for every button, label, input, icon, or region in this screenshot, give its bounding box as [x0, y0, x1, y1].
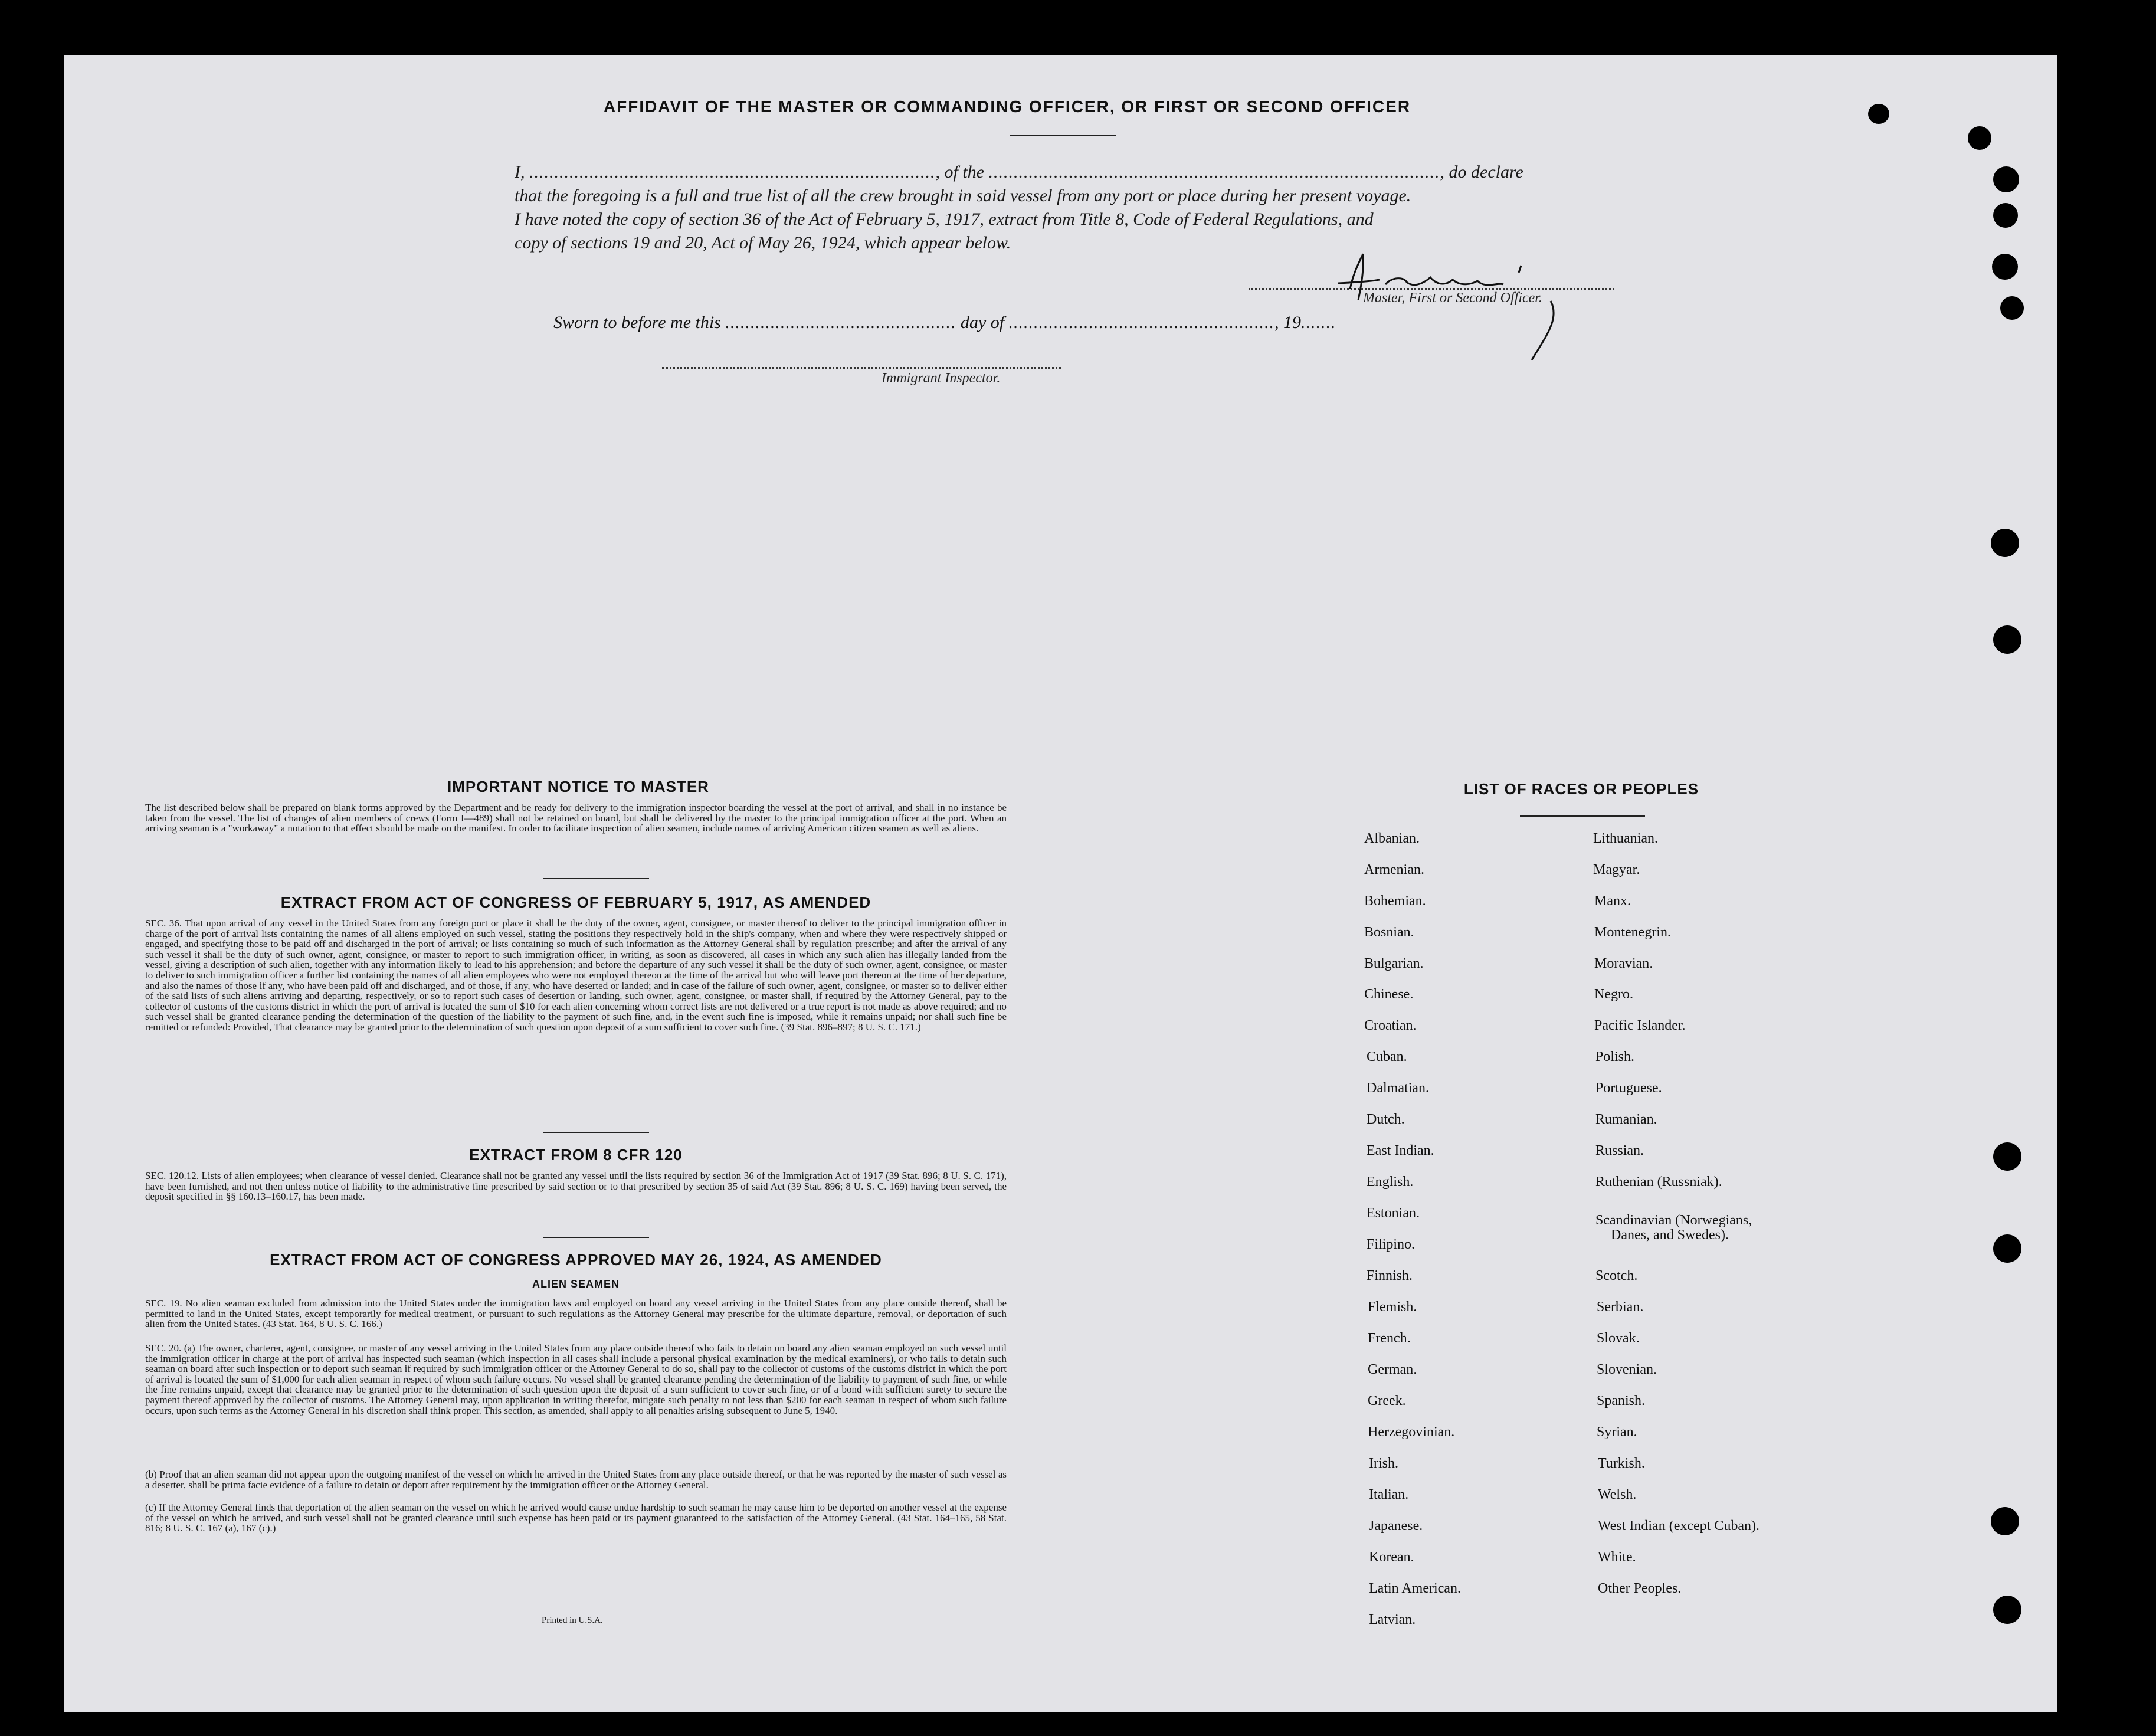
punch-hole	[1993, 166, 2019, 192]
race-item: White.	[1598, 1550, 1636, 1565]
punch-hole	[1991, 1507, 2019, 1535]
extract-cfr-title: EXTRACT FROM 8 CFR 120	[469, 1146, 683, 1164]
race-item: Manx.	[1594, 893, 1631, 909]
race-item: Cuban.	[1367, 1049, 1407, 1064]
race-item: Rumanian.	[1595, 1112, 1657, 1127]
affidavit-body	[515, 161, 1613, 255]
declaration-do-declare: , do declare	[1440, 162, 1523, 182]
race-item: Croatian.	[1364, 1018, 1417, 1033]
day-of-label: day of	[960, 313, 1005, 332]
punch-hole	[1992, 254, 2018, 280]
form-page	[64, 55, 2057, 1712]
declaration-line-4: copy of sections 19 and 20, Act of May 26, 1924, which appear below.	[515, 233, 1011, 253]
race-item: Magyar.	[1593, 862, 1640, 877]
affidavit-title: AFFIDAVIT OF THE MASTER OR COMMANDING OFFICER, OR FIRST OR SECOND OFFICER	[603, 97, 1411, 116]
race-item: Albanian.	[1364, 831, 1420, 846]
race-item: Irish.	[1369, 1456, 1398, 1471]
race-item: Ruthenian (Russniak).	[1595, 1174, 1722, 1190]
declaration-i: I,	[515, 162, 525, 182]
race-item: Other Peoples.	[1598, 1581, 1682, 1596]
month-blank[interactable]: .....................................................	[1008, 313, 1275, 332]
race-item: Flemish.	[1368, 1299, 1417, 1315]
race-item: Bosnian.	[1364, 925, 1414, 940]
race-item: Negro.	[1594, 987, 1633, 1002]
race-item: Scandinavian (Norwegians,	[1595, 1213, 1752, 1228]
race-item: Russian.	[1595, 1143, 1644, 1158]
punch-hole	[1993, 203, 2018, 228]
punch-hole	[1993, 1234, 2021, 1263]
race-item: Finnish.	[1367, 1268, 1413, 1283]
sworn-line	[553, 313, 1336, 333]
race-item: Chinese.	[1364, 987, 1414, 1002]
extract-cfr-rule	[543, 1237, 649, 1238]
race-item: Slovak.	[1597, 1331, 1640, 1346]
declaration-line	[515, 161, 1613, 184]
declaration-line-2: that the foregoing is a full and true list of all the crew brought in said vessel from any port or place during her present voyage.	[515, 186, 1411, 205]
notice-text: The list described below shall be prepared on blank forms approved by the Department and be ready for delivery to the immigration inspector boarding the vessel at the port of arrival, and shall in no instance be taken from the vessel. The list of changes of alien members of crews (Form I—489) shall not be retained on board, but shall be delivered by the master to the principal immigration officer at the port. When an arriving seaman is a "workaway" a notation to that effect should be made on the manifest. In order to facilitate inspection of alien seamen, include names of arriving American citizen seamen as well as aliens.	[145, 802, 1007, 834]
race-item: East Indian.	[1367, 1143, 1434, 1158]
punch-hole	[2000, 296, 2024, 320]
extract-1924-sec20c: (c) If the Attorney General finds that deportation of the alien seaman on the vessel on which he arrived would cause undue hardship to such seaman he may cause him to be deported on another vessel at the expense of the vessel on which he arrived, and such vessel shall not be granted clearance until such expense has been paid or its payment guaranteed to the satisfaction of the Attorney General. (43 Stat. 164–165, 58 Stat. 816; 8 U. S. C. 167 (a), 167 (c).)	[145, 1502, 1007, 1534]
year-blank[interactable]: .......	[1301, 313, 1336, 332]
extract-1924-sec19: SEC. 19. No alien seaman excluded from admission into the United States under the immigration laws and employed on board any vessel arriving in the United States from any place outside thereof, shall be permitted to land in the United States, except temporarily for medical treatment, or pursuant to such regulations as the Attorney General may prescribe for the ultimate departure, removal, or deportation of such alien from the United States. (43 Stat. 164, 8 U. S. C. 166.)	[145, 1298, 1007, 1330]
extract-1917-rule	[543, 1132, 649, 1133]
notice-title: IMPORTANT NOTICE TO MASTER	[447, 778, 709, 795]
printed-in-usa: Printed in U.S.A.	[542, 1616, 603, 1625]
extract-1924-sec20b: (b) Proof that an alien seaman did not appear upon the outgoing manifest of the vessel on which he arrived in the United States from any place outside thereof, or that he was reported by the master of such vessel as a deserter, shall be prima facie evidence of a failure to detain or deport after requirement by the immigration officer or the Attorney General.	[145, 1469, 1007, 1491]
race-item: Pacific Islander.	[1594, 1018, 1686, 1033]
master-label: Master, First or Second Officer.	[1363, 290, 1542, 306]
race-item: Korean.	[1369, 1550, 1414, 1565]
race-item: Armenian.	[1364, 862, 1424, 877]
sworn-label: Sworn to before me this	[553, 313, 721, 332]
race-item: West Indian (except Cuban).	[1598, 1518, 1759, 1534]
year-label: , 19	[1274, 313, 1302, 332]
name-blank[interactable]: .................................................................................	[529, 162, 936, 182]
race-item: Japanese.	[1369, 1518, 1423, 1534]
race-item: Italian.	[1369, 1487, 1409, 1502]
race-item: Polish.	[1595, 1049, 1635, 1064]
race-item: Bulgarian.	[1364, 956, 1424, 971]
vessel-blank[interactable]: ..........................................................................................	[988, 162, 1440, 182]
race-item: Latin American.	[1369, 1581, 1461, 1596]
race-item: Dutch.	[1367, 1112, 1405, 1127]
race-item: Serbian.	[1597, 1299, 1644, 1315]
race-item: Filipino.	[1367, 1237, 1416, 1252]
race-item: Turkish.	[1598, 1456, 1645, 1471]
race-item: Slovenian.	[1597, 1362, 1657, 1377]
declaration-line-3: I have noted the copy of section 36 of the Act of February 5, 1917, extract from Title 8, Code of Federal Regulations, and	[515, 209, 1374, 229]
race-item: Lithuanian.	[1593, 831, 1658, 846]
punch-hole	[1991, 529, 2019, 557]
race-item: Greek.	[1368, 1393, 1406, 1409]
inspector-label: Immigrant Inspector.	[882, 371, 1001, 386]
race-item: Danes, and Swedes).	[1611, 1227, 1729, 1243]
race-item: Latvian.	[1369, 1612, 1416, 1627]
race-item: French.	[1368, 1331, 1411, 1346]
extract-1924-subtitle: ALIEN SEAMEN	[532, 1278, 620, 1290]
race-item: English.	[1367, 1174, 1414, 1190]
extract-1917-text: SEC. 36. That upon arrival of any vessel in the United States from any foreign port or place it shall be the duty of the owner, agent, consignee, or master thereof to deliver to the principal immigration officer in charge of the port of arrival lists containing the names of all aliens employed on such vessel, stating the positions they respectively hold in the ship's company, when and where they were respectively shipped or engaged, and specifying those to be paid off and discharged in the port of arrival; or lists containing so much of such information as the Attorney General shall by regulation prescribe; and after the arrival of any such vessel it shall be the duty of such owner, agent, consignee, or master to report to such immigration officer, in writing, as soon as discovered, all cases in which any such alien has illegally landed from the vessel, giving a description of such alien, together with any information likely to lead to his apprehension; and before the departure of any such vessel it shall be the duty of such owner, agent, consignee, or master to deliver to such immigration officer a further list containing the names of all alien employees who were not employed thereon at the time of the arrival but who will leave port thereon at the time of her departure, and also the names of those if any, who have been paid off and discharged, and of those, if any, who have deserted or landed; and in case of the failure of such owner, agent, consignee, or master so to deliver either of the said lists of such aliens arriving and departing, respectively, or so to report such cases of desertion or landing, such owner, agent, consignee, or master shall, if required by the Attorney General, pay to the collector of customs of the customs district in which the port of arrival is located the sum of $10 for each alien concerning whom correct lists are not delivered or a true report is not made as above required; and no such vessel shall be granted clearance pending the determination of the question of the liability to the payment of such fine, and, in the event such fine is imposed, while it remains unpaid; nor shall such fine be remitted or refunded: Provided, That clearance may be granted prior to the determination of such question upon deposit of a sum sufficient to cover such fine. (39 Stat. 896–897; 8 U. S. C. 171.)	[145, 918, 1007, 1033]
race-item: Herzegovinian.	[1368, 1424, 1455, 1440]
race-item: Moravian.	[1594, 956, 1653, 971]
inspector-signature-line[interactable]	[662, 367, 1061, 369]
extract-cfr-text: SEC. 120.12. Lists of alien employees; when clearance of vessel denied. Clearance shall not be granted any vessel until the lists required by section 36 of the Immigration Act of 1917 (39 Stat. 896; 8 U. S. C. 171), have been furnished, and not then unless notice of liability to the administrative fine prescribed by said section or to that prescribed by section 35 of said Act (39 Stat. 896; 8 U. S. C. 169) having been served, the deposit specified in §§ 160.13–160.17, has been made.	[145, 1170, 1007, 1203]
master-signature-line[interactable]	[1249, 288, 1614, 290]
race-item: Scotch.	[1595, 1268, 1638, 1283]
punch-hole	[1993, 625, 2021, 654]
title-rule	[1010, 135, 1116, 136]
race-item: German.	[1368, 1362, 1417, 1377]
race-item: Welsh.	[1598, 1487, 1637, 1502]
declaration-of-the: , of the	[935, 162, 984, 182]
extract-1924-sec20a: SEC. 20. (a) The owner, charterer, agent, consignee, or master of any vessel arriving in the United States from any place outside thereof who fails to detain on board any alien seaman employed on such vessel until the immigration officer in charge at the port of arrival has inspected such seaman (which inspection in all cases shall include a personal physical examination by the medical examiners), or who fails to detain such seaman on board after such inspection or to deport such seaman if required by such immigration officer or the Attorney General to do so, shall pay to the collector of customs of the customs district in which the port of arrival is located the sum of $1,000 for each alien seaman in respect of whom such failure occurs. No vessel shall be granted clearance pending the determination of the liability to payment of such fine, or while the fine remains unpaid, except that clearance may be granted prior to the determination of such question upon the deposit of a sum sufficient to cover such fine, or of a bond with sufficient surety to secure the payment thereof approved by the collector of customs. The Attorney General may, upon application in writing therefor, mitigate such penalty to not less than $200 for each seaman in respect of whom such failure occurs, upon such terms as the Attorney General in his discretion shall think proper. This section, as amended, shall apply to all penalties arising subsequent to June 5, 1940.	[145, 1342, 1007, 1416]
punch-hole	[1993, 1596, 2021, 1624]
race-item: Spanish.	[1597, 1393, 1646, 1409]
race-item: Estonian.	[1367, 1206, 1420, 1221]
race-item: Dalmatian.	[1367, 1080, 1429, 1096]
races-rule	[1520, 815, 1645, 817]
extract-1924-title: EXTRACT FROM ACT OF CONGRESS APPROVED MAY 26, 1924, AS AMENDED	[270, 1251, 882, 1269]
race-item: Portuguese.	[1595, 1080, 1662, 1096]
day-blank[interactable]: ..............................................	[725, 313, 956, 332]
race-item: Syrian.	[1597, 1424, 1637, 1440]
races-title: LIST OF RACES OR PEOPLES	[1463, 780, 1699, 798]
race-item: Montenegrin.	[1594, 925, 1671, 940]
extract-1917-title: EXTRACT FROM ACT OF CONGRESS OF FEBRUARY 5, 1917, AS AMENDED	[280, 893, 871, 911]
punch-hole	[1993, 1142, 2021, 1171]
race-item: Bohemian.	[1364, 893, 1426, 909]
punch-hole	[1968, 126, 1991, 150]
notice-rule	[543, 878, 649, 879]
